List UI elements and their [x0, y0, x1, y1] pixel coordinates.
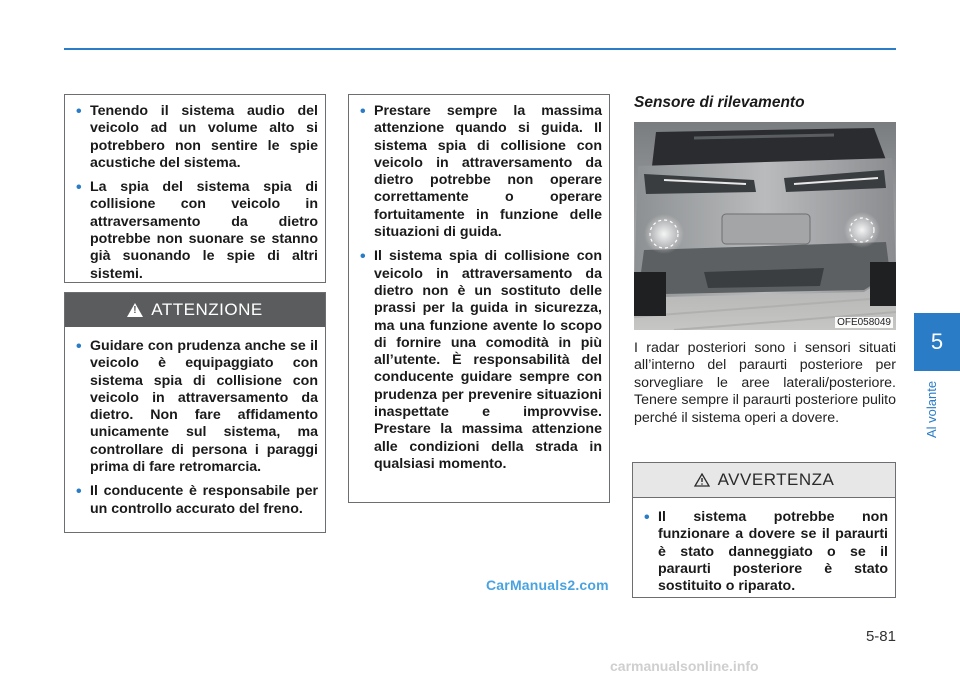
notice-list [69, 103, 318, 283]
notice-item: • Il sistema spia di collisione con veicolo in attraversamento da dietro non è un sostituto delle prassi per la guida in sicurezza, ma una funzione avente lo scopo di fornire una comodità in più all’utente. È responsabilità del conducente guidare sempre con prudenza per prevenire situazioni inaspettate e improvvise. Prestare la massima attenzione alle condizioni della strada in qualsiasi momento. [353, 248, 602, 473]
sensor-description: I radar posteriori sono i sensori situati all’interno del paraurti posteriore per sorvegliare le aree laterali/posteriore. Tenere sempre il paraurti posteriore pulito perché il sistema operi a dovere. [634, 340, 896, 426]
car-rear-illustration [634, 122, 896, 330]
notice-item: • La spia del sistema spia di collisione con veicolo in attraversamento da dietro potrebbe non suonare se stanno già suonando le spie di altri sistemi. [69, 179, 318, 283]
notice-item: • Prestare sempre la massima attenzione quando si guida. Il sistema spia di collisione con veicolo in attraversamento da dietro potrebbe non operare correttamente o operare fortuitamente in funzione delle situazioni di guida. [353, 103, 602, 241]
watermark-link[interactable]: CarManuals2.com [486, 577, 609, 593]
avvertenza-item: • Il sistema potrebbe non funzionare a dovere se il paraurti è stato danneggiato o se il paraurti posteriore è stato sostituito o riparato. [637, 509, 888, 595]
attenzione-title: ATTENZIONE [151, 300, 263, 319]
avvertenza-list [637, 509, 888, 595]
attenzione-box [64, 292, 326, 533]
warning-triangle-icon [127, 303, 143, 317]
attenzione-header [65, 293, 325, 327]
avvertenza-box [632, 462, 896, 598]
section-title: Sensore di rilevamento [634, 94, 805, 111]
warning-triangle-icon [694, 473, 710, 487]
attenzione-item: • Guidare con prudenza anche se il veicolo è equipaggiato con sistema spia di collisione con veicolo in attraversamento da dietro. Non fare affidamento unicamente sul sistema, ma controllare di persona i paraggi prima di fare retromarcia. [69, 338, 318, 476]
watermark-link-secondary[interactable]: carmanualsonline.info [610, 658, 759, 674]
notice-box-attention [348, 94, 610, 503]
avvertenza-header [633, 463, 895, 498]
chapter-tab[interactable]: 5 [914, 313, 960, 371]
attenzione-list [69, 338, 318, 518]
attenzione-item: • Il conducente è responsabile per un controllo accurato del freno. [69, 483, 318, 518]
image-code: OFE058049 [837, 317, 891, 328]
page-number: 5-81 [865, 628, 896, 645]
rear-bumper-photo [634, 122, 896, 330]
notice-item: • Tenendo il sistema audio del veicolo ad un volume alto si potrebbero non sentire le spie acustiche del sistema. [69, 103, 318, 172]
header-rule [64, 48, 896, 50]
notice-box-audio [64, 94, 326, 283]
notice-list [353, 103, 602, 473]
chapter-name-label: Al volante [924, 380, 940, 438]
avvertenza-title: AVVERTENZA [717, 470, 835, 489]
chapter-name [920, 374, 944, 444]
